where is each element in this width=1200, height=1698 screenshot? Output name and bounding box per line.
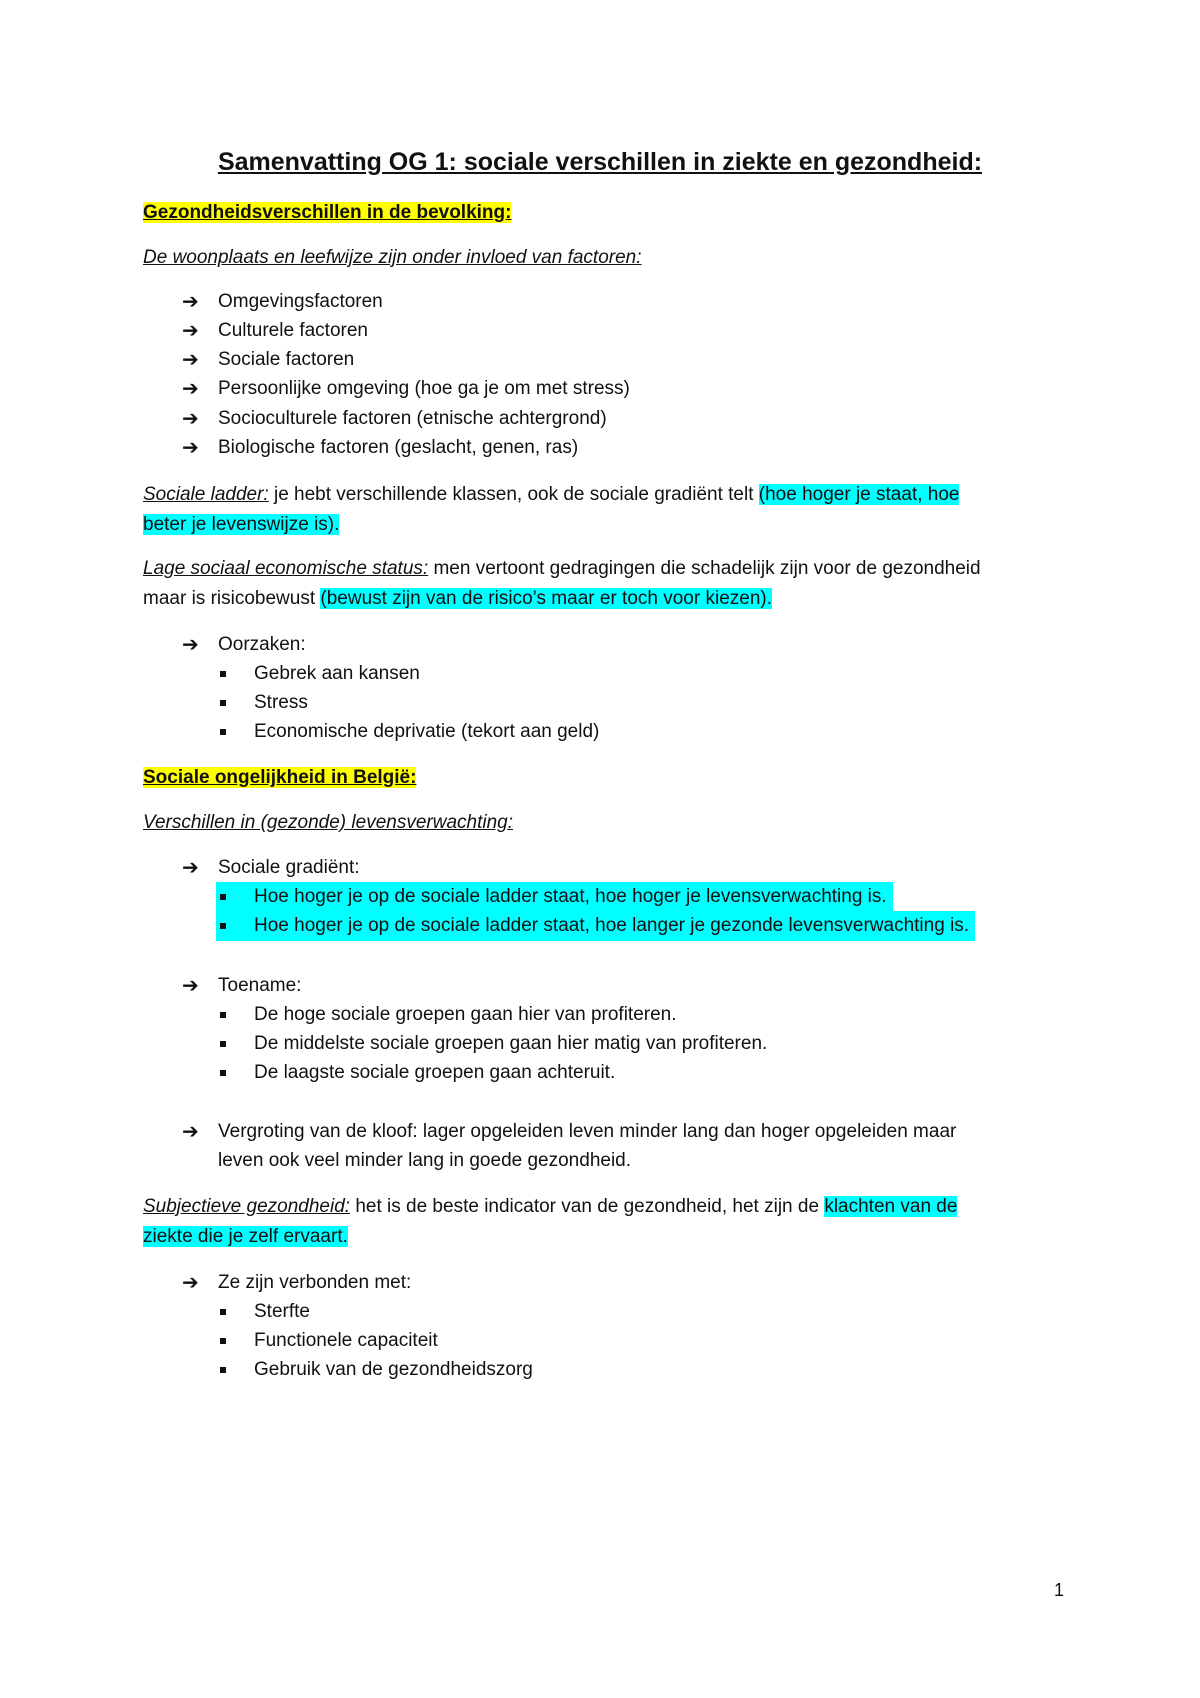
term-label: Lage sociaal economische status: — [143, 558, 429, 579]
paragraph-line — [143, 554, 981, 584]
list-item: Functionele capaciteit — [254, 1330, 438, 1351]
highlighted-text: beter je levenswijze is). — [143, 514, 340, 535]
section-heading — [143, 198, 511, 228]
highlighted-text: ziekte die je zelf ervaart. — [143, 1226, 348, 1247]
square-bullet-icon — [220, 1309, 226, 1315]
arrow-icon: ➔ — [182, 408, 199, 430]
paragraph-line — [143, 584, 772, 614]
list-label: Sociale gradiënt: — [218, 857, 360, 878]
section-heading-text: Sociale ongelijkheid in België: — [143, 767, 417, 788]
highlighted-text: (bewust zijn van de risico’s maar er toch voor kiezen). — [320, 588, 773, 609]
list-item-continuation: leven ook veel minder lang in goede gezondheid. — [218, 1150, 632, 1171]
list-item: Biologische factoren (geslacht, genen, ras) — [218, 437, 579, 458]
paragraph-text: je hebt verschillende klassen, ook de sociale gradiënt telt — [268, 484, 759, 505]
paragraph-line — [143, 1192, 957, 1222]
list-label: Oorzaken: — [218, 634, 306, 655]
arrow-icon: ➔ — [182, 634, 199, 656]
highlighted-text: (hoe hoger je staat, hoe — [758, 484, 960, 505]
square-bullet-icon — [220, 1041, 226, 1047]
arrow-icon: ➔ — [182, 378, 199, 400]
square-bullet-icon — [220, 1012, 226, 1018]
list-item: De hoge sociale groepen gaan hier van profiteren. — [254, 1004, 677, 1025]
list-item: Hoe hoger je op de sociale ladder staat, hoe hoger je levensverwachting is. — [254, 886, 887, 907]
arrow-icon: ➔ — [182, 320, 199, 342]
list-item: Economische deprivatie (tekort aan geld) — [254, 721, 600, 742]
arrow-icon: ➔ — [182, 437, 199, 459]
list-item: Gebrek aan kansen — [254, 663, 420, 684]
paragraph-text: men vertoont gedragingen die schadelijk zijn voor de gezondheid — [428, 558, 981, 579]
list-item: Hoe hoger je op de sociale ladder staat, hoe langer je gezonde levensverwachting is. — [254, 915, 970, 936]
square-bullet-icon — [220, 894, 226, 900]
term-label: Sociale ladder: — [143, 484, 269, 505]
paragraph-line — [143, 510, 339, 540]
arrow-icon: ➔ — [182, 1272, 199, 1294]
term-label: Subjectieve gezondheid: — [143, 1196, 351, 1217]
list-label: Ze zijn verbonden met: — [218, 1272, 412, 1293]
arrow-icon: ➔ — [182, 349, 199, 371]
paragraph-line — [143, 480, 959, 510]
page-title: Samenvatting OG 1: sociale verschillen in ziekte en gezondheid: — [217, 148, 983, 176]
highlighted-list-item — [216, 911, 975, 941]
list-label: Toename: — [218, 975, 302, 996]
list-item: Sociale factoren — [218, 349, 355, 370]
list-item: Stress — [254, 692, 308, 713]
section-heading — [143, 763, 416, 793]
paragraph-text: het is de beste indicator van de gezondheid, het zijn de — [350, 1196, 825, 1217]
highlighted-text: klachten van de — [824, 1196, 958, 1217]
section-subheading: Verschillen in (gezonde) levensverwachting: — [143, 812, 513, 833]
square-bullet-icon — [220, 700, 226, 706]
square-bullet-icon — [220, 729, 226, 735]
list-item: De laagste sociale groepen gaan achteruit. — [254, 1062, 616, 1083]
list-item: De middelste sociale groepen gaan hier matig van profiteren. — [254, 1033, 768, 1054]
arrow-icon: ➔ — [182, 1121, 199, 1143]
list-item: Omgevingsfactoren — [218, 291, 383, 312]
square-bullet-icon — [220, 1070, 226, 1076]
page-number: 1 — [1054, 1580, 1065, 1600]
paragraph-text: maar is risicobewust — [143, 588, 321, 609]
list-item: Sterfte — [254, 1301, 310, 1322]
arrow-icon: ➔ — [182, 975, 199, 997]
highlighted-list-item — [216, 882, 893, 912]
arrow-icon: ➔ — [182, 857, 199, 879]
square-bullet-icon — [220, 1367, 226, 1373]
square-bullet-icon — [220, 923, 226, 929]
square-bullet-icon — [220, 1338, 226, 1344]
list-item: Gebruik van de gezondheidszorg — [254, 1359, 533, 1380]
section-subheading: De woonplaats en leefwijze zijn onder invloed van factoren: — [143, 247, 642, 268]
list-item: Vergroting van de kloof: lager opgeleiden leven minder lang dan hoger opgeleiden maar — [218, 1121, 957, 1142]
list-item: Socioculturele factoren (etnische achtergrond) — [218, 408, 607, 429]
square-bullet-icon — [220, 671, 226, 677]
list-item: Persoonlijke omgeving (hoe ga je om met stress) — [218, 378, 630, 399]
paragraph-line — [143, 1222, 348, 1252]
arrow-icon: ➔ — [182, 291, 199, 313]
section-heading-text: Gezondheidsverschillen in de bevolking: — [143, 202, 512, 223]
list-item: Culturele factoren — [218, 320, 368, 341]
